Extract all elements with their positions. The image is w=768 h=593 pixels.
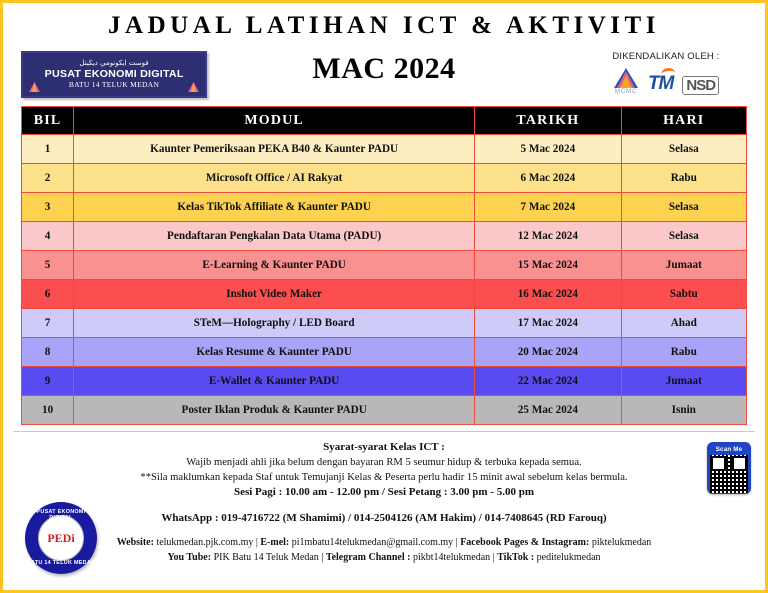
whatsapp-line: WhatsApp : 019-4716722 (M Shamimi) / 014-2504126 (AM Hakim) / 014-7408645 (RD Farouq) [161,512,607,524]
qr-code-icon [710,455,748,493]
contact-block [3,511,765,526]
website-value[interactable]: telukmedan.pjk.com.my [156,537,254,548]
terms-title: Syarat-syarat Kelas ICT : [323,441,445,453]
tm-label: TM [647,73,674,94]
seal-center-text: PEDi [47,530,75,545]
cell-hari: Selasa [621,135,746,164]
telegram-value[interactable]: pikbt14telukmedan [412,552,491,563]
cell-modul: Kelas TikTok Affiliate & Kaunter PADU [74,193,475,222]
social-value[interactable]: piktelukmedan [591,537,652,548]
cell-tarikh: 17 Mac 2024 [475,309,621,338]
cell-bil: 10 [22,396,74,425]
schedule-table-zone [3,106,765,425]
links-line-1 [3,535,765,550]
cell-hari: Selasa [621,193,746,222]
table-row [22,309,747,338]
seal-ring-top-text: PUSAT EKONOMI DIGITAL [36,509,86,521]
mcmc-triangle-icon [613,67,639,89]
cell-tarikh: 6 Mac 2024 [475,164,621,193]
mcmc-logo [613,67,639,95]
banner-location: BATU 14 TELUK MEDAN [68,80,160,89]
table-row [22,164,747,193]
cell-modul: Inshot Video Maker [74,280,475,309]
separator-pipe: | [321,552,324,563]
pedi-seal-logo [25,502,97,574]
social-label: Facebook Pages & Instagram: [460,537,590,548]
website-label: Website: [116,537,154,548]
cell-bil: 7 [22,309,74,338]
poster-footer [3,432,765,583]
column-header-bil: BIL [22,107,74,135]
sponsor-logos [581,65,751,95]
separator-pipe: | [492,552,495,563]
nsd-logo: NSD [682,76,719,95]
cell-tarikh: 12 Mac 2024 [475,222,621,251]
cell-hari: Sabtu [621,280,746,309]
cell-bil: 6 [22,280,74,309]
cell-bil: 2 [22,164,74,193]
cell-modul: E-Learning & Kaunter PADU [74,251,475,280]
cell-bil: 1 [22,135,74,164]
banner-triangle-left-icon [29,82,40,92]
tiktok-label: TikTok : [497,552,535,563]
tiktok-value[interactable]: peditelukmedan [536,552,601,563]
cell-tarikh: 20 Mac 2024 [475,338,621,367]
column-header-tarikh: TARIKH [475,107,621,135]
operated-by-label: DIKENDALIKAN OLEH : [612,51,720,62]
table-row [22,367,747,396]
pedi-banner-logo [21,51,207,98]
cell-hari: Rabu [621,164,746,193]
cell-hari: Jumaat [621,367,746,396]
table-head [22,107,747,135]
scan-me-label: Scan Me [715,446,743,453]
email-value[interactable]: pi1mbatu14telukmedan@gmail.com.my [291,537,454,548]
separator-pipe: | [255,537,258,548]
operated-by-block [581,51,751,95]
youtube-value[interactable]: PIK Batu 14 Teluk Medan [213,552,319,563]
cell-bil: 9 [22,367,74,396]
table-row [22,396,747,425]
cell-modul: E-Wallet & Kaunter PADU [74,367,475,396]
cell-tarikh: 22 Mac 2024 [475,367,621,396]
links-block [3,535,765,565]
tm-swoosh-icon [661,67,676,75]
tm-logo [648,73,673,95]
cell-modul: STeM—Holography / LED Board [74,309,475,338]
cell-tarikh: 16 Mac 2024 [475,280,621,309]
cell-bil: 4 [22,222,74,251]
table-row [22,338,747,367]
schedule-table [21,106,747,425]
table-row [22,135,747,164]
table-row [22,193,747,222]
session-times: Sesi Pagi : 10.00 am - 12.00 pm / Sesi Petang : 3.00 pm - 5.00 pm [233,486,535,498]
poster-header [3,3,765,106]
cell-modul: Kelas Resume & Kaunter PADU [74,338,475,367]
month-title: MAC 2024 [312,52,456,85]
qr-code-block[interactable] [707,442,751,494]
cell-bil: 5 [22,251,74,280]
table-row [22,222,747,251]
cell-modul: Poster Iklan Produk & Kaunter PADU [74,396,475,425]
separator-pipe: | [455,537,458,548]
seal-ring-bottom-text: BATU 14 TELUK MEDAN [26,560,96,566]
cell-bil: 8 [22,338,74,367]
cell-modul: Microsoft Office / AI Rakyat [74,164,475,193]
terms-line-1: Wajib menjadi ahli jika belum dengan bayaran RM 5 seumur hidup & terbuka kepada semua. [186,457,582,468]
page-title: JADUAL LATIHAN ICT & AKTIVITI [108,12,660,39]
table-row [22,251,747,280]
links-line-2 [3,550,765,565]
telegram-label: Telegram Channel : [325,552,411,563]
table-row [22,280,747,309]
mcmc-label: MCMC [614,88,638,95]
cell-tarikh: 15 Mac 2024 [475,251,621,280]
terms-line-2: **Sila maklumkan kepada Staf untuk Temujanji Kelas & Peserta perlu hadir 15 minit awal sebelum kelas bermula. [140,472,628,483]
cell-tarikh: 5 Mac 2024 [475,135,621,164]
cell-modul: Kaunter Pemeriksaan PEKA B40 & Kaunter PADU [74,135,475,164]
cell-tarikh: 7 Mac 2024 [475,193,621,222]
banner-jawi-text: فوست ايكونومي ديڬيتل [79,59,149,67]
cell-hari: Isnin [621,396,746,425]
email-label: E-mel: [260,537,290,548]
cell-modul: Pendaftaran Pengkalan Data Utama (PADU) [74,222,475,251]
cell-hari: Jumaat [621,251,746,280]
cell-hari: Selasa [621,222,746,251]
column-header-hari: HARI [621,107,746,135]
cell-hari: Ahad [621,309,746,338]
banner-triangle-right-icon [188,82,199,92]
youtube-label: You Tube: [167,552,212,563]
cell-bil: 3 [22,193,74,222]
table-body [22,135,747,425]
column-header-modul: MODUL [74,107,475,135]
cell-tarikh: 25 Mac 2024 [475,396,621,425]
cell-hari: Rabu [621,338,746,367]
table-header-row [22,107,747,135]
banner-name: PUSAT EKONOMI DIGITAL [44,68,184,80]
seal-inner [38,515,84,561]
